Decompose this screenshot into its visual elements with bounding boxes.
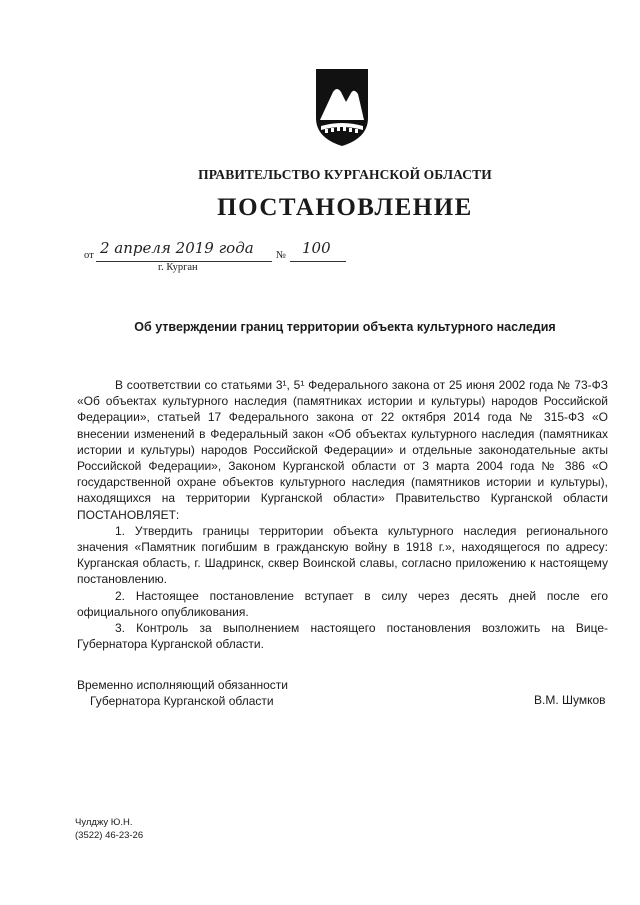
date-number-line <box>84 239 354 263</box>
handwritten-date: 2 апреля 2019 года <box>100 239 254 257</box>
number-underline <box>290 261 346 262</box>
position-line-2: Губернатора Курганской области <box>90 694 274 708</box>
executor-name: Чулджу Ю.Н. <box>75 817 133 828</box>
city-name: г. Курган <box>158 262 198 273</box>
executor-phone: (3522) 46-23-26 <box>75 830 144 841</box>
item-2-paragraph: 2. Настоящее постановление вступает в силу через десять дней после его официального опубликования. <box>77 588 608 619</box>
coat-of-arms-emblem <box>313 66 371 148</box>
handwritten-number: 100 <box>302 239 331 257</box>
organization-name: ПРАВИТЕЛЬСТВО КУРГАНСКОЙ ОБЛАСТИ <box>198 167 492 182</box>
document-body <box>77 377 608 652</box>
signatory-name: В.М. Шумков <box>534 693 606 707</box>
from-label: от <box>84 250 94 261</box>
item-3-paragraph: 3. Контроль за выполнением настоящего постановления возложить на Вице-Губернатора Курганской области. <box>77 621 608 652</box>
document-subject: Об утверждении границ территории объекта культурного наследия <box>134 320 556 334</box>
executor-contact <box>75 816 143 842</box>
position-line-1: Временно исполняющий обязанности <box>77 678 288 692</box>
number-label: № <box>276 250 287 261</box>
signatory-position <box>77 677 288 709</box>
item-1-paragraph: 1. Утвердить границы территории объекта культурного наследия регионального значения «Памятник погибшим в гражданскую войну в 1918 г.», находящегося по адресу: Курганская область, г. Шадринск, сквер Воинской славы, согласно приложению к настоящему постановлению. <box>77 523 608 587</box>
document-type-title: ПОСТАНОВЛЕНИЕ <box>217 194 473 221</box>
preamble-paragraph: В соответствии со статьями 3¹, 5¹ Федерального закона от 25 июня 2002 года № 73-ФЗ «Об объектах культурного наследия (памятниках истории и культуры) народов Российской Федерации», статьей 17 Федерального закона от 22 октября 2014 года № 315-ФЗ «О внесении изменений в Федеральный закон «Об объектах культурного наследия (памятниках истории и культуры) народов Российской Федерации» и отдельные законодательные акты Российской Федерации», Законом Курганской области от 3 марта 2004 года № 386 «О государственной охране объектов культурного наследия (памятников истории и культуры), находящихся на территории Курганской области» Правительство Курганской области ПОСТАНОВЛЯЕТ: <box>77 378 608 522</box>
